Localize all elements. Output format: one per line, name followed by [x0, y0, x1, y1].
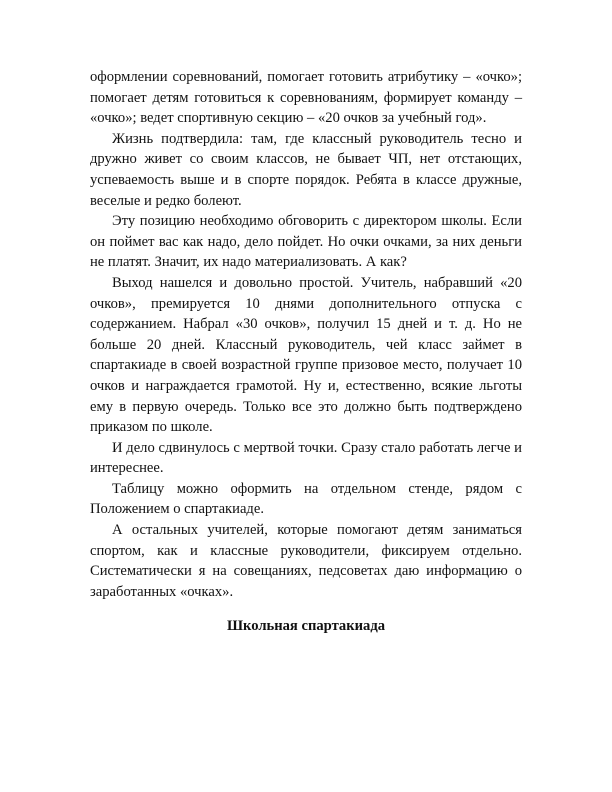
- body-text: [90, 67, 522, 637]
- paragraph-class-teacher: Жизнь подтвердила: там, где классный руководитель тесно и дружно живет со своим классов, не бывает ЧП, нет отстающих, успеваемость выше и в спорте порядок. Ребята в классе дружные, веселые и редко болеют.: [90, 130, 522, 209]
- paragraph-other-teachers: А остальных учителей, которые помогают детям заниматься спортом, как и классные руководители, фиксируем отдельно. Систематически я на совещаниях, педсоветах даю информацию о заработанных «очках».: [90, 522, 522, 600]
- paragraph-table: Таблицу можно оформить на отдельном стенде, рядом с Положением о спартакиаде.: [90, 480, 522, 518]
- section-heading: Школьная спартакиада: [226, 618, 386, 635]
- paragraph-director: Эту позицию необходимо обговорить с директором школы. Если он поймет вас как надо, дело пойдет. Но очки очками, за них деньги не платят. Значит, их надо материализовать. А как?: [90, 213, 522, 271]
- paragraph-continuation: оформлении соревнований, помогает готовить атрибутику – «очко»; помогает детям готовиться к соревнованиям, формирует команду – «очко»; ведет спортивную секцию – «20 очков за учебный год».: [90, 69, 522, 127]
- paragraph-progress: И дело сдвинулось с мертвой точки. Сразу стало работать легче и интереснее.: [90, 439, 522, 477]
- paragraph-solution: Выход нашелся и довольно простой. Учитель, набравший «20 очков», премируется 10 днями дополнительного отпуска с содержанием. Набрал «30 очков», получил 15 дней и т. д. Но не больше 20 дней. Классный руководитель, чей класс займет в спартакиаде в своей возрастной группе призовое место, получает 10 очков и награждается грамотой. Ну и, естественно, всякие льготы ему в первую очередь. Только все это должно быть подтверждено приказом по школе.: [90, 274, 522, 436]
